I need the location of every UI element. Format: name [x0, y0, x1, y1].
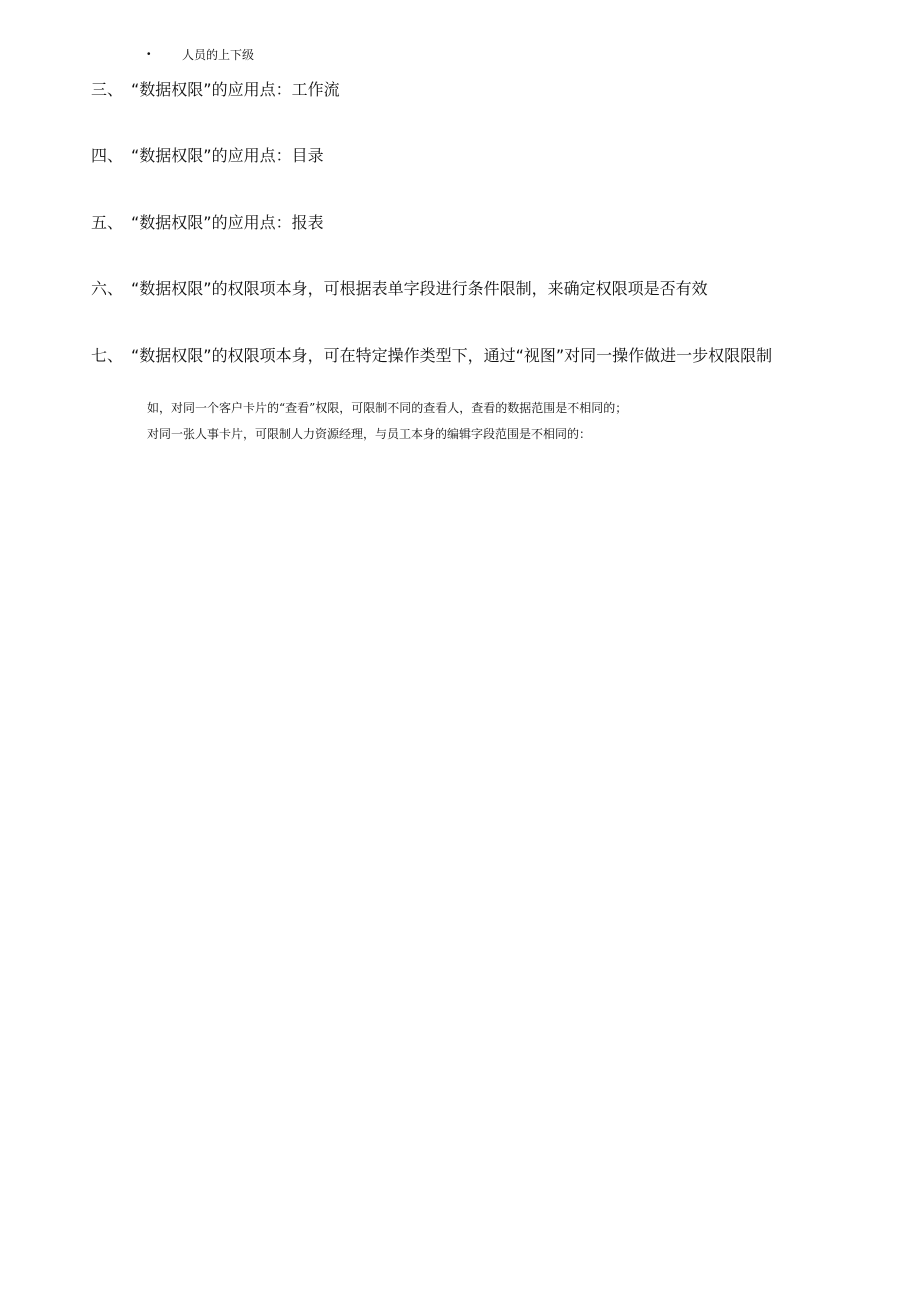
section-heading-4 — [91, 143, 324, 165]
section-title: “数据权限”的应用点：报表 — [131, 212, 324, 232]
section-number: 三、 — [91, 79, 124, 99]
section-title: “数据权限”的权限项本身，可在特定操作类型下，通过“视图”对同一操作做进一步权限限制 — [131, 345, 773, 365]
section-number: 五、 — [91, 212, 124, 232]
section-title: “数据权限”的应用点：目录 — [131, 145, 324, 165]
section-title: “数据权限”的权限项本身，可根据表单字段进行条件限制，来确定权限项是否有效 — [131, 278, 708, 298]
body-paragraph-line: 如，对同一个客户卡片的“查看”权限，可限制不同的查看人，查看的数据范围是不相同的； — [147, 400, 628, 415]
bullet-text: 人员的上下级 — [182, 48, 255, 62]
section-heading-6 — [91, 276, 708, 298]
section-heading-7 — [91, 343, 772, 365]
section-title: “数据权限”的应用点：工作流 — [131, 79, 340, 99]
section-number: 四、 — [91, 145, 124, 165]
section-number: 七、 — [91, 345, 124, 365]
bullet-item — [147, 46, 254, 64]
section-heading-3 — [91, 77, 340, 99]
body-paragraph-line: 对同一张人事卡片，可限制人力资源经理，与员工本身的编辑字段范围是不相同的： — [147, 426, 592, 441]
section-heading-5 — [91, 210, 324, 232]
bullet-dot-icon: • — [147, 49, 151, 60]
section-number: 六、 — [91, 278, 124, 298]
